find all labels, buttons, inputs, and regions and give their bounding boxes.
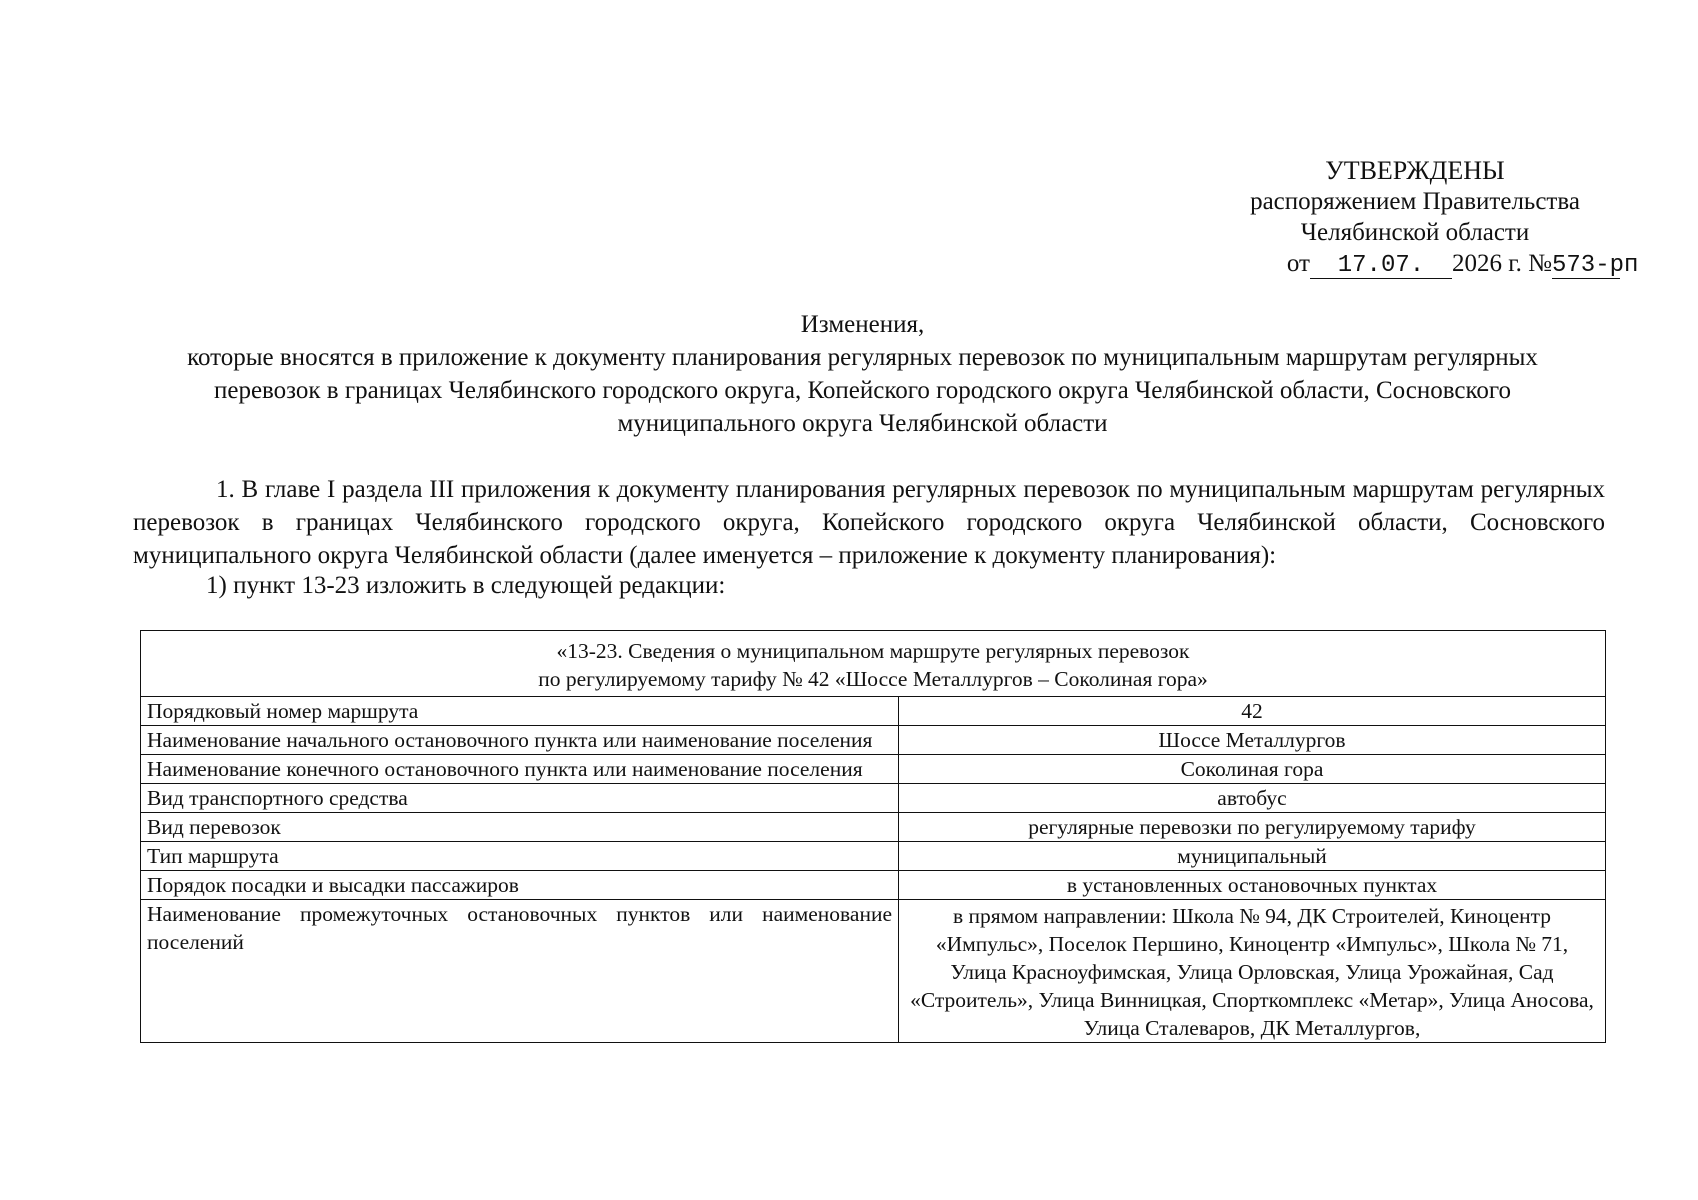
- row-label: Тип маршрута: [141, 842, 899, 871]
- table-caption-row: [141, 631, 1606, 697]
- row-label: Наименование начального остановочного пункта или наименование поселения: [141, 726, 899, 755]
- table-row: [141, 813, 1606, 842]
- approval-date-line: [1205, 248, 1639, 279]
- row-label: Вид транспортного средства: [141, 784, 899, 813]
- approval-number: 573-рп: [1552, 252, 1639, 279]
- caption-line-2: по регулируемому тарифу № 42 «Шоссе Металлургов – Соколиная гора»: [538, 667, 1208, 691]
- table-row: [141, 900, 1606, 1043]
- approval-line-2: Челябинской области: [1300, 219, 1530, 246]
- approval-line-1: распоряжением Правительства: [1250, 188, 1580, 215]
- row-label: Наименование конечного остановочного пункта или наименование поселения: [141, 755, 899, 784]
- row-value: в прямом направлении: Школа № 94, ДК Строителей, Киноцентр «Импульс», Поселок Першино, Киноцентр «Импульс», Школа № 71, Улица Красноуфимская, Улица Орловская, Улица Урожайная, Сад «Строитель», Улица Винницкая, Спорткомплекс «Метар», Улица Аносова, Улица Сталеваров, ДК Металлургов,: [899, 900, 1606, 1043]
- date-suffix: 2026 г. №: [1451, 250, 1552, 277]
- table-row: [141, 871, 1606, 900]
- row-label: Наименование промежуточных остановочных пунктов или наименование поселений: [141, 900, 899, 1043]
- row-value: регулярные перевозки по регулируемому тарифу: [899, 813, 1606, 842]
- paragraph-1: 1. В главе I раздела III приложения к документу планирования регулярных перевозок по муниципальным маршрутам регулярных перевозок в границах Челябинского городского округа, Копейского городского округа Челябинской области, Сосновского муниципального округа Челябинской области (далее именуется – приложение к документу планирования):: [133, 476, 1605, 569]
- table-row: [141, 784, 1606, 813]
- row-value: Соколиная гора: [899, 755, 1606, 784]
- table-row: [141, 726, 1606, 755]
- approval-block: [1205, 155, 1639, 279]
- row-value: автобус: [899, 784, 1606, 813]
- table-row: [141, 697, 1606, 726]
- caption-line-1: «13-23. Сведения о муниципальном маршруте регулярных перевозок: [556, 639, 1190, 663]
- table-caption: [141, 631, 1606, 697]
- row-value: 42: [899, 697, 1606, 726]
- approval-title: УТВЕРЖДЕНЫ: [1325, 156, 1505, 185]
- row-label: Вид перевозок: [141, 813, 899, 842]
- row-value: Шоссе Металлургов: [899, 726, 1606, 755]
- date-prefix: от: [1286, 250, 1310, 277]
- table-row: [141, 842, 1606, 871]
- route-info-table: [140, 630, 1606, 1043]
- document-heading: [150, 308, 1575, 440]
- row-value: муниципальный: [899, 842, 1606, 871]
- row-label: Порядок посадки и высадки пассажиров: [141, 871, 899, 900]
- heading-title: Изменения,: [800, 311, 925, 338]
- table-row: [141, 755, 1606, 784]
- row-value: в установленных остановочных пунктах: [899, 871, 1606, 900]
- item-1: 1) пункт 13-23 изложить в следующей редакции:: [206, 572, 726, 599]
- row-label: Порядковый номер маршрута: [141, 697, 899, 726]
- document-body: [133, 473, 1605, 602]
- heading-subtitle: которые вносятся в приложение к документу планирования регулярных перевозок по муниципальным маршрутам регулярных перевозок в границах Челябинского городского округа, Копейского городского округа Челябинской области, Сосновского муниципального округа Челябинской области: [187, 344, 1538, 437]
- approval-date: 17.07.: [1310, 253, 1452, 279]
